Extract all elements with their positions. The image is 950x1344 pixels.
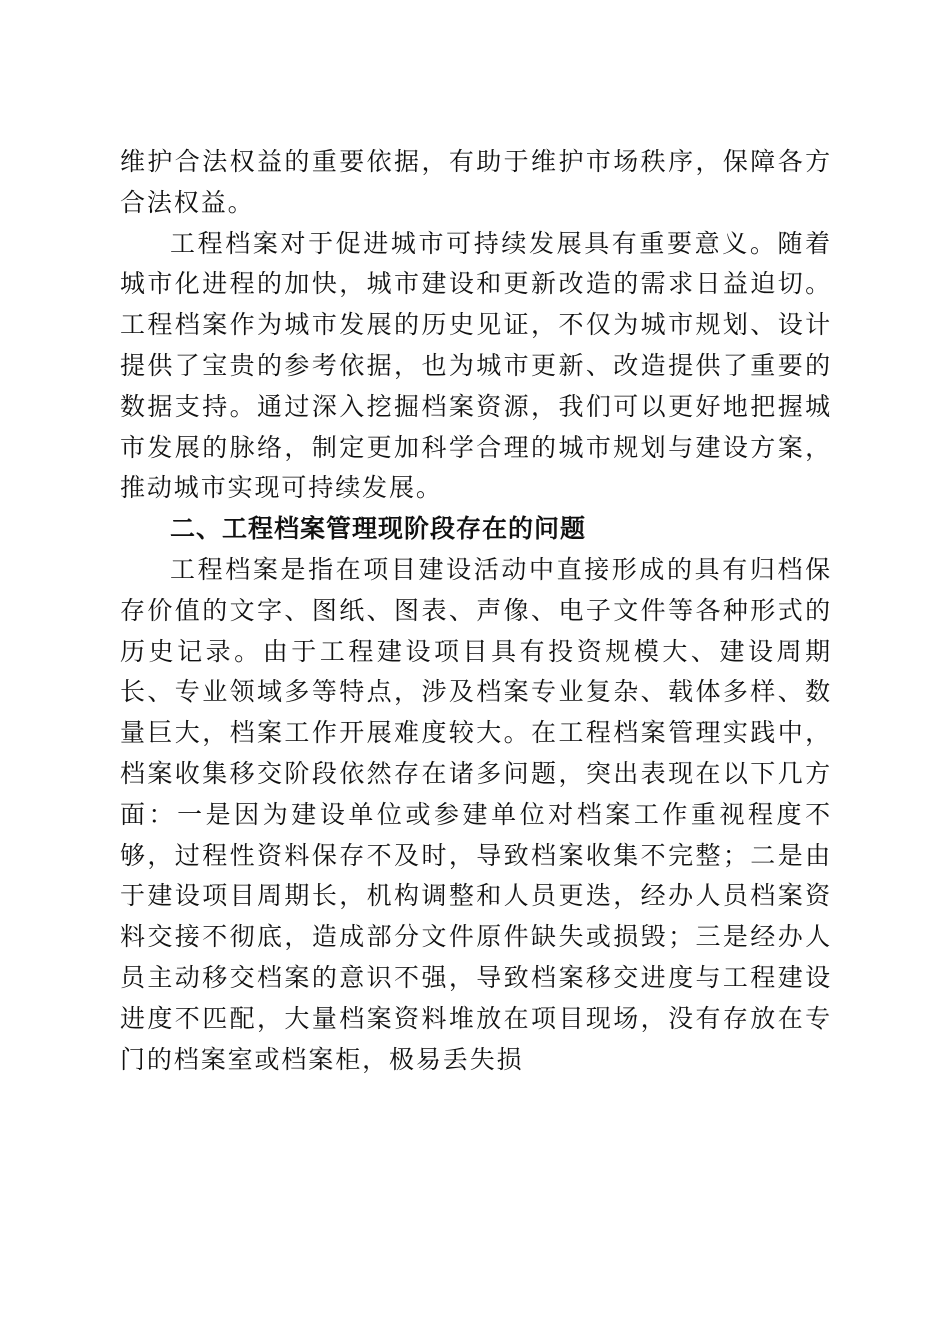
document-body: [120, 142, 832, 1080]
paragraph-archive-problems: 工程档案是指在项目建设活动中直接形成的具有归档保存价值的文字、图纸、图表、声像、电子文件等各种形式的历史记录。由于工程建设项目具有投资规模大、建设周期长、专业领域多等特点，涉及档案专业复杂、载体多样、数量巨大，档案工作开展难度较大。在工程档案管理实践中，档案收集移交阶段依然存在诸多问题，突出表现在以下几方面：一是因为建设单位或参建单位对档案工作重视程度不够，过程性资料保存不及时，导致档案收集不完整；二是由于建设项目周期长，机构调整和人员更迭，经办人员档案资料交接不彻底，造成部分文件原件缺失或损毁；三是经办人员主动移交档案的意识不强，导致档案移交进度与工程建设进度不匹配，大量档案资料堆放在项目现场，没有存放在专门的档案室或档案柜，极易丢失损: [120, 554, 832, 1074]
section-heading: 二、工程档案管理现阶段存在的问题: [170, 514, 587, 544]
paragraph-urban-sustainability: 工程档案对于促进城市可持续发展具有重要意义。随着城市化进程的加快，城市建设和更新改造的需求日益迫切。工程档案作为城市发展的历史见证，不仅为城市规划、设计提供了宝贵的参考依据，也为城市更新、改造提供了重要的数据支持。通过深入挖掘档案资源，我们可以更好地把握城市发展的脉络，制定更加科学合理的城市规划与建设方案，推动城市实现可持续发展。: [120, 228, 832, 503]
paragraph-continuation: 维护合法权益的重要依据，有助于维护市场秩序，保障各方合法权益。: [120, 147, 832, 217]
